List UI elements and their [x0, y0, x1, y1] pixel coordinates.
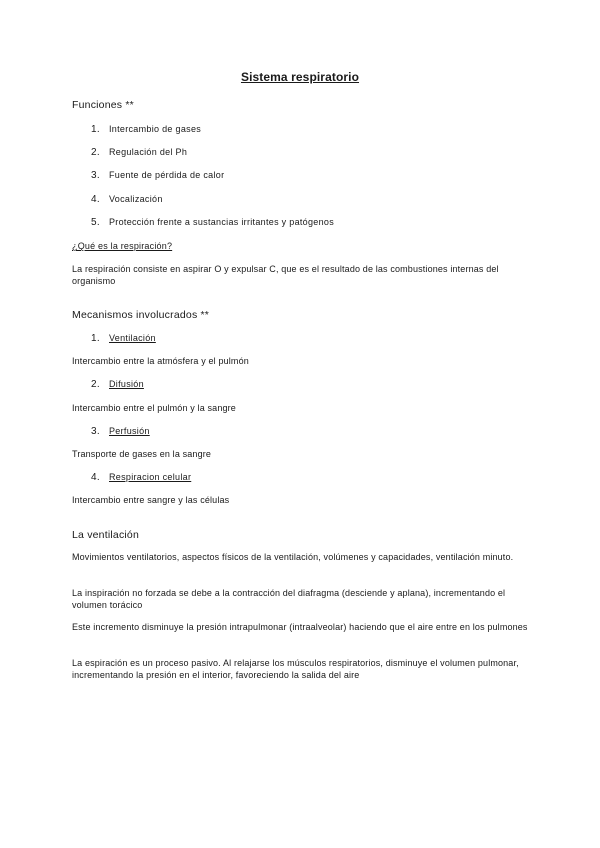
list-number: 4.: [91, 194, 100, 205]
list-number: 1.: [91, 333, 100, 344]
ventilacion-paragraph: Este incremento disminuye la presión intrapulmonar (intraalveolar) haciendo que el aire entre en los pulmones: [72, 622, 528, 632]
list-number: 1.: [91, 124, 100, 135]
mecanismo-item: [91, 472, 191, 483]
funcion-item: [91, 147, 187, 158]
mecanismo-desc: Intercambio entre sangre y las células: [72, 495, 230, 505]
mecanismo-item: [91, 333, 156, 344]
mecanismos-heading: Mecanismos involucrados **: [72, 309, 210, 321]
funciones-heading: Funciones **: [72, 99, 134, 111]
que-es-question: ¿Qué es la respiración?: [72, 241, 173, 251]
list-number: 5.: [91, 217, 100, 228]
list-text: Intercambio de gases: [109, 124, 202, 134]
ventilacion-paragraph: La inspiración no forzada se debe a la contracción del diafragma (desciende y aplana), incrementando el volumen torácico: [72, 588, 506, 610]
mecanismo-label: Perfusión: [109, 426, 150, 436]
mecanismo-label: Ventilación: [109, 333, 156, 343]
list-number: 3.: [91, 426, 100, 437]
list-number: 4.: [91, 472, 100, 483]
list-number: 3.: [91, 170, 100, 181]
mecanismo-desc: Intercambio entre la atmósfera y el pulmón: [72, 356, 249, 366]
funcion-item: [91, 194, 163, 205]
funcion-item: [91, 217, 334, 228]
mecanismo-item: [91, 426, 150, 437]
mecanismo-label: Difusión: [109, 379, 144, 389]
document-title: Sistema respiratorio: [240, 70, 360, 84]
mecanismo-item: [91, 379, 144, 390]
list-text: Vocalización: [109, 194, 163, 204]
list-text: Regulación del Ph: [109, 147, 188, 157]
ventilacion-paragraph: La espiración es un proceso pasivo. Al relajarse los músculos respiratorios, disminuye el volumen pulmonar, incrementando la presión en el interior, favoreciendo la salida del aire: [72, 658, 519, 680]
funcion-item: [91, 124, 201, 135]
list-number: 2.: [91, 379, 100, 390]
ventilacion-paragraph: Movimientos ventilatorios, aspectos físicos de la ventilación, volúmenes y capacidades, ventilación minuto.: [72, 552, 514, 562]
list-number: 2.: [91, 147, 100, 158]
list-text: Protección frente a sustancias irritantes y patógenos: [109, 217, 335, 227]
ventilacion-heading: La ventilación: [72, 529, 140, 541]
funcion-item: [91, 170, 224, 181]
mecanismo-desc: Transporte de gases en la sangre: [72, 449, 212, 459]
mecanismo-desc: Intercambio entre el pulmón y la sangre: [72, 403, 236, 413]
que-es-answer: La respiración consiste en aspirar O y expulsar C, que es el resultado de las combustiones internas del organismo: [72, 264, 499, 286]
mecanismo-label: Respiracion celular: [109, 472, 192, 482]
list-text: Fuente de pérdida de calor: [109, 170, 225, 180]
